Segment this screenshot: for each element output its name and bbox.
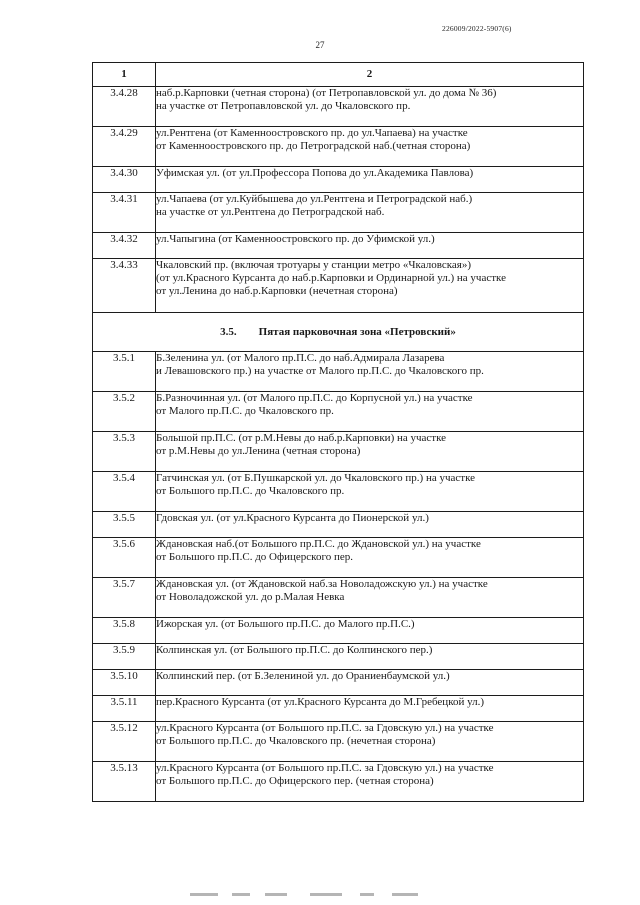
description-line: (от ул.Красного Курсанта до наб.р.Карповки и Ординарной ул.) на участке (156, 272, 506, 284)
row-description (156, 670, 584, 696)
row-number: 3.5.2 (93, 392, 156, 432)
description-line: Колпинский пер. (от Б.Зелениной ул. до Ораниенбаумской ул.) (156, 670, 450, 682)
description-line: и Левашовского пр.) на участке от Малого пр.П.С. до Чкаловского пр. (156, 365, 484, 377)
table-row (93, 392, 584, 432)
section-header-row (93, 313, 584, 352)
description-line: Ждановская наб.(от Большого пр.П.С. до Ждановской ул.) на участке (156, 538, 481, 550)
description-line: ул.Красного Курсанта (от Большого пр.П.С. за Гдовскую ул.) на участке (156, 722, 494, 734)
column-header-description: 2 (156, 63, 584, 87)
row-number: 3.4.33 (93, 259, 156, 313)
table-row (93, 87, 584, 127)
description-line: Гдовская ул. (от ул.Красного Курсанта до Пионерской ул.) (156, 512, 429, 524)
row-number: 3.5.6 (93, 538, 156, 578)
row-description (156, 259, 584, 313)
table-row (93, 538, 584, 578)
row-description (156, 392, 584, 432)
row-number: 3.5.5 (93, 512, 156, 538)
row-description (156, 472, 584, 512)
row-description (156, 193, 584, 233)
description-line: от ул.Ленина до наб.р.Карповки (нечетная сторона) (156, 285, 398, 297)
description-line: от Новоладожской ул. до р.Малая Невка (156, 591, 345, 603)
description-line: от Большого пр.П.С. до Чкаловского пр. (156, 485, 345, 497)
scan-mark (310, 893, 342, 896)
description-line: Гатчинская ул. (от Б.Пушкарской ул. до Чкаловского пр.) на участке (156, 472, 476, 484)
description-line: от Большого пр.П.С. до Офицерского пер. (четная сторона) (156, 775, 434, 787)
row-number: 3.4.31 (93, 193, 156, 233)
table-row (93, 722, 584, 762)
description-line: Б.Зеленина ул. (от Малого пр.П.С. до наб.Адмирала Лазарева (156, 352, 445, 364)
table-row (93, 512, 584, 538)
description-line: на участке от Петропавловской ул. до Чкаловского пр. (156, 100, 411, 112)
scan-edge-marks (170, 893, 470, 897)
row-description (156, 512, 584, 538)
table-row (93, 762, 584, 802)
table-row (93, 167, 584, 193)
column-header-number: 1 (93, 63, 156, 87)
scan-mark (360, 893, 374, 896)
description-line: ул.Красного Курсанта (от Большого пр.П.С. за Гдовскую ул.) на участке (156, 762, 494, 774)
row-description (156, 233, 584, 259)
description-line: пер.Красного Курсанта (от ул.Красного Курсанта до М.Гребецкой ул.) (156, 696, 485, 708)
row-description (156, 578, 584, 618)
description-line: ул.Чапаева (от ул.Куйбышева до ул.Рентгена и Петроградской наб.) (156, 193, 473, 205)
parking-zones-table (92, 62, 584, 802)
table-row (93, 696, 584, 722)
row-description (156, 432, 584, 472)
table-row (93, 193, 584, 233)
section-title-cell (93, 313, 584, 352)
table-row (93, 127, 584, 167)
row-description (156, 618, 584, 644)
description-line: от р.М.Невы до ул.Ленина (четная сторона) (156, 445, 361, 457)
document-number: 226009/2022-5907(6) (442, 24, 512, 33)
row-description (156, 352, 584, 392)
table-row (93, 618, 584, 644)
scan-mark (232, 893, 250, 896)
description-line: Чкаловский пр. (включая тротуары у станции метро «Чкаловская») (156, 259, 471, 271)
row-description (156, 644, 584, 670)
table-row (93, 432, 584, 472)
table-row (93, 233, 584, 259)
description-line: Ждановская ул. (от Ждановской наб.за Новоладожскую ул.) на участке (156, 578, 488, 590)
description-line: наб.р.Карповки (четная сторона) (от Петропавловской ул. до дома № 36) (156, 87, 497, 99)
scan-mark (265, 893, 287, 896)
description-line: от Каменноостровского пр. до Петроградской наб.(четная сторона) (156, 140, 471, 152)
row-number: 3.5.8 (93, 618, 156, 644)
row-number: 3.4.32 (93, 233, 156, 259)
description-line: от Большого пр.П.С. до Чкаловского пр. (нечетная сторона) (156, 735, 436, 747)
description-line: ул.Рентгена (от Каменноостровского пр. до ул.Чапаева) на участке (156, 127, 468, 139)
description-line: Большой пр.П.С. (от р.М.Невы до наб.р.Карповки) на участке (156, 432, 447, 444)
page-number: 27 (315, 40, 325, 50)
row-number: 3.4.29 (93, 127, 156, 167)
description-line: от Большого пр.П.С. до Офицерского пер. (156, 551, 353, 563)
row-number: 3.5.3 (93, 432, 156, 472)
description-line: от Малого пр.П.С. до Чкаловского пр. (156, 405, 334, 417)
table-row (93, 352, 584, 392)
table-row (93, 644, 584, 670)
row-description (156, 127, 584, 167)
row-description (156, 538, 584, 578)
table-body (93, 63, 584, 802)
description-line: Уфимская ул. (от ул.Профессора Попова до ул.Академика Павлова) (156, 167, 474, 179)
table-row (93, 670, 584, 696)
description-line: Б.Разночинная ул. (от Малого пр.П.С. до Корпусной ул.) на участке (156, 392, 473, 404)
description-line: Ижорская ул. (от Большого пр.П.С. до Малого пр.П.С.) (156, 618, 415, 630)
row-description (156, 762, 584, 802)
table-row (93, 259, 584, 313)
row-number: 3.5.4 (93, 472, 156, 512)
row-number: 3.5.13 (93, 762, 156, 802)
row-number: 3.5.1 (93, 352, 156, 392)
description-line: на участке от ул.Рентгена до Петроградской наб. (156, 206, 385, 218)
table-row (93, 472, 584, 512)
section-number: 3.5. (220, 325, 237, 338)
row-number: 3.5.12 (93, 722, 156, 762)
table-row (93, 578, 584, 618)
row-number: 3.4.28 (93, 87, 156, 127)
row-number: 3.5.7 (93, 578, 156, 618)
row-number: 3.5.11 (93, 696, 156, 722)
scan-mark (392, 893, 418, 896)
row-number: 3.4.30 (93, 167, 156, 193)
row-description (156, 722, 584, 762)
row-number: 3.5.9 (93, 644, 156, 670)
row-description (156, 87, 584, 127)
description-line: ул.Чапыгина (от Каменноостровского пр. до Уфимской ул.) (156, 233, 435, 245)
scan-mark (190, 893, 218, 896)
description-line: Колпинская ул. (от Большого пр.П.С. до Колпинского пер.) (156, 644, 433, 656)
section-title: Пятая парковочная зона «Петровский» (258, 325, 456, 338)
row-description (156, 167, 584, 193)
row-description (156, 696, 584, 722)
table-header-row (93, 63, 584, 87)
row-number: 3.5.10 (93, 670, 156, 696)
